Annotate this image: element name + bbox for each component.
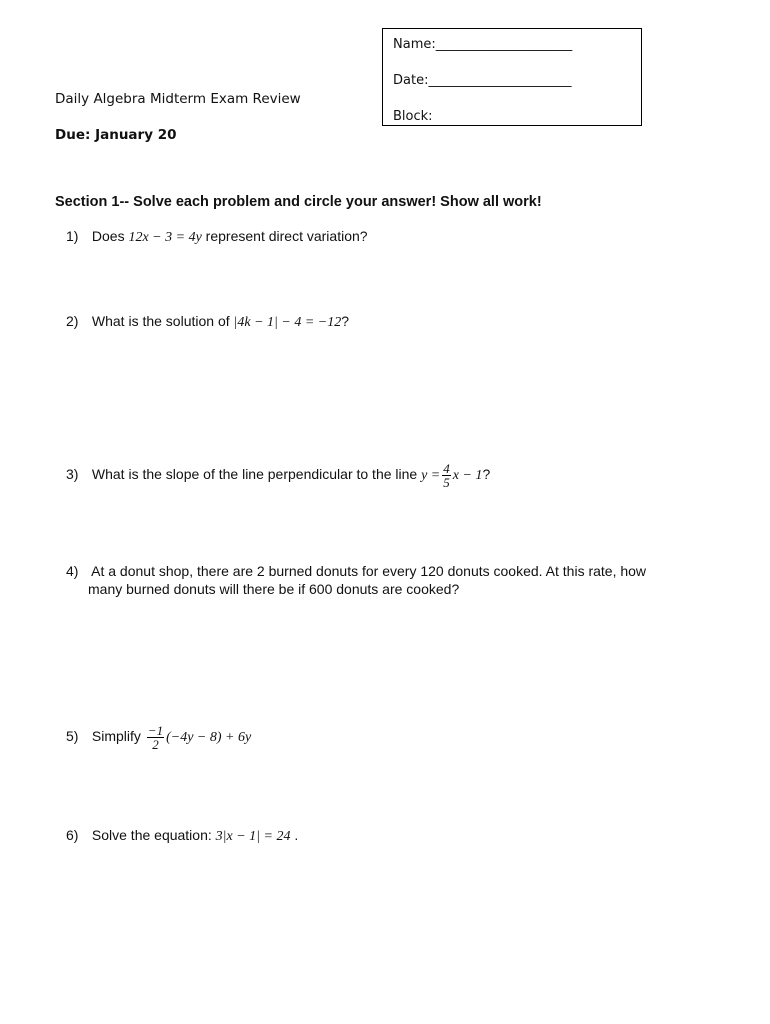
question-text: ? xyxy=(341,313,350,329)
expression: (−4y − 8) + 6y xyxy=(166,730,252,746)
question-text: At a donut shop, there are 2 burned donuts for every 120 donuts cooked. At this rate, how xyxy=(91,563,647,579)
student-info-box xyxy=(382,28,642,126)
fraction xyxy=(442,462,451,489)
question-text: . xyxy=(290,827,299,843)
equation-left: y = xyxy=(421,468,441,484)
due-date: Due: January 20 xyxy=(55,127,177,143)
question-text: What is the solution of xyxy=(91,313,234,329)
question-text: ? xyxy=(482,466,491,483)
question-4-continued xyxy=(88,581,459,597)
equation: |4k − 1| − 4 = −12 xyxy=(233,315,342,330)
question-text: What is the slope of the line perpendicular to the line xyxy=(91,466,422,483)
fraction-numerator: −1 xyxy=(147,723,164,738)
name-field[interactable]: Name:_____________________ xyxy=(393,37,573,52)
question-6 xyxy=(66,827,298,845)
section-title: Section 1-- Solve each problem and circle your answer! Show all work! xyxy=(55,194,542,210)
question-number: 5) xyxy=(66,728,79,745)
equation: 12x − 3 = 4y xyxy=(128,230,202,245)
question-2 xyxy=(66,313,349,331)
question-text: Does xyxy=(91,228,129,244)
question-number: 4) xyxy=(66,563,79,579)
document-title: Daily Algebra Midterm Exam Review xyxy=(55,91,301,107)
question-number: 2) xyxy=(66,313,79,329)
question-3 xyxy=(66,462,490,489)
fraction xyxy=(147,724,164,751)
fraction-denominator: 2 xyxy=(152,737,159,752)
question-text: represent direct variation? xyxy=(201,228,368,244)
question-number: 3) xyxy=(66,466,79,483)
question-number: 1) xyxy=(66,228,79,244)
equation: 3|x − 1| = 24 xyxy=(215,829,291,844)
question-number: 6) xyxy=(66,827,79,843)
question-1 xyxy=(66,228,368,246)
block-field[interactable]: Block: xyxy=(393,109,433,124)
fraction-denominator: 5 xyxy=(443,475,450,490)
question-text: many burned donuts will there be if 600 donuts are cooked? xyxy=(88,581,460,597)
question-5 xyxy=(66,724,251,751)
fraction-numerator: 4 xyxy=(443,461,450,476)
equation-right: x − 1 xyxy=(452,468,483,484)
question-4 xyxy=(66,563,646,579)
question-text: Solve the equation: xyxy=(91,827,216,843)
date-field[interactable]: Date:______________________ xyxy=(393,73,572,88)
question-text: Simplify xyxy=(91,728,145,745)
